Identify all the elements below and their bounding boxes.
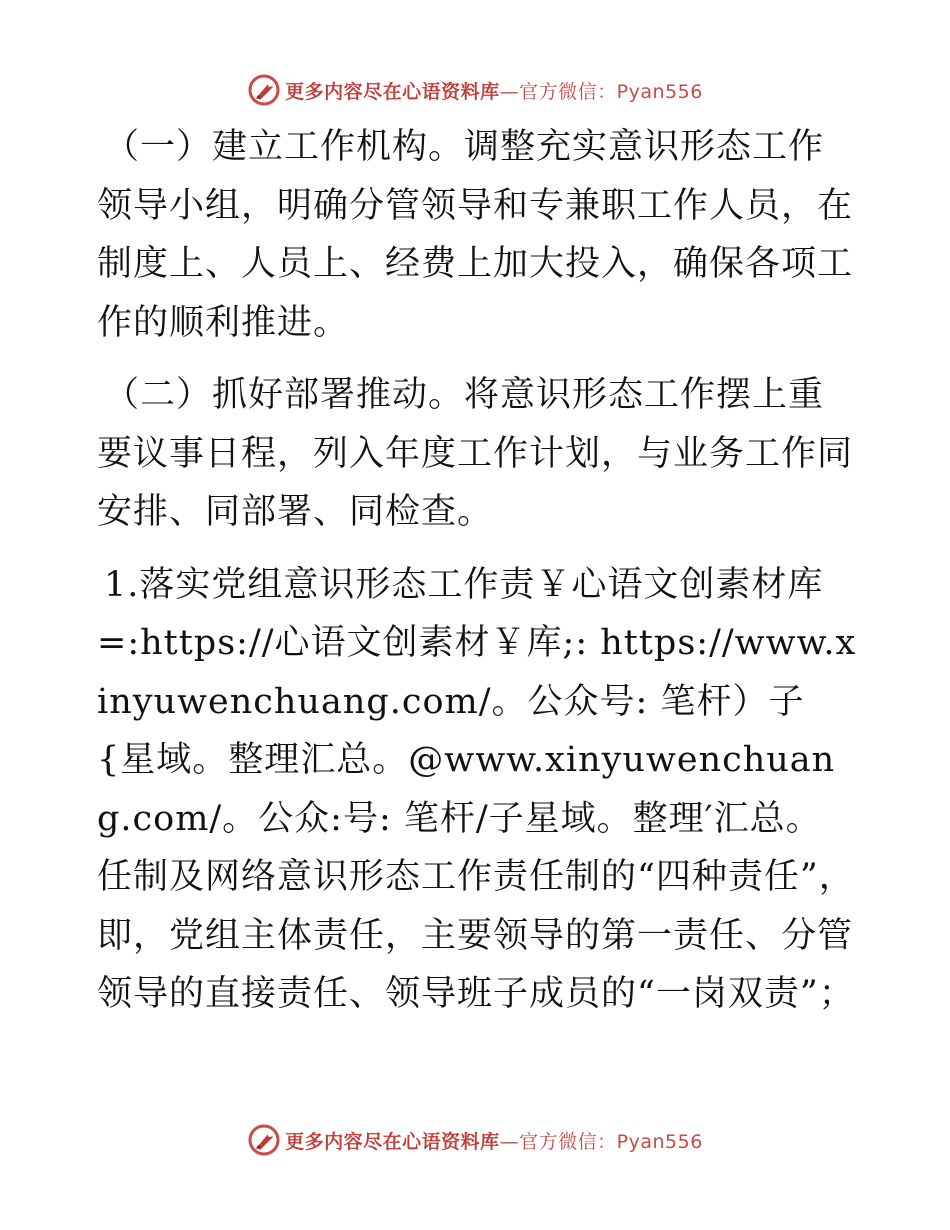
- header-dash: —: [499, 80, 520, 103]
- pen-nib-logo-icon: [247, 73, 281, 107]
- footer-banner-inner: [247, 1123, 703, 1157]
- paragraph-1: （一）建立工作机构。调整充实意识形态工作领导小组，明确分管领导和专兼职工作人员，在制度上、人员上、经费上加大投入，确保各项工作的顺利推进。: [97, 127, 854, 343]
- footer-dash: —: [499, 1130, 520, 1153]
- header-banner: [0, 70, 950, 110]
- header-wechat: 官方微信：Pyan556: [519, 80, 703, 103]
- footer-banner: [0, 1120, 950, 1160]
- header-brand: 更多内容尽在心语资料库: [285, 80, 500, 103]
- footer-brand: 更多内容尽在心语资料库: [285, 1130, 500, 1153]
- paragraph-3: 1.落实党组意识形态工作责￥心语文创素材库=:https://心语文创素材￥库;: https://www.xinyuwenchuang.com/。公众号: 笔杆）子{星域。整理汇总。@www.xinyuwenchuang.com/。公众:号: 笔杆/子星域。整理′汇总。任制及网络意识形态工作责任制的“四种责任”，即，党组主体责任，主要领导的第一责任、分管领导的直接责任、领导班子成员的“一岗双责”；: [97, 564, 857, 1014]
- document-body: [97, 118, 857, 1024]
- footer-banner-text: [285, 1127, 703, 1154]
- footer-wechat: 官方微信：Pyan556: [519, 1130, 703, 1153]
- paragraph-2: （二）抓好部署推动。将意识形态工作摆上重要议事日程，列入年度工作计划，与业务工作同安排、同部署、同检查。: [97, 375, 854, 532]
- header-banner-text: [285, 77, 703, 104]
- pen-nib-logo-icon: [247, 1123, 281, 1157]
- header-banner-inner: [247, 73, 703, 107]
